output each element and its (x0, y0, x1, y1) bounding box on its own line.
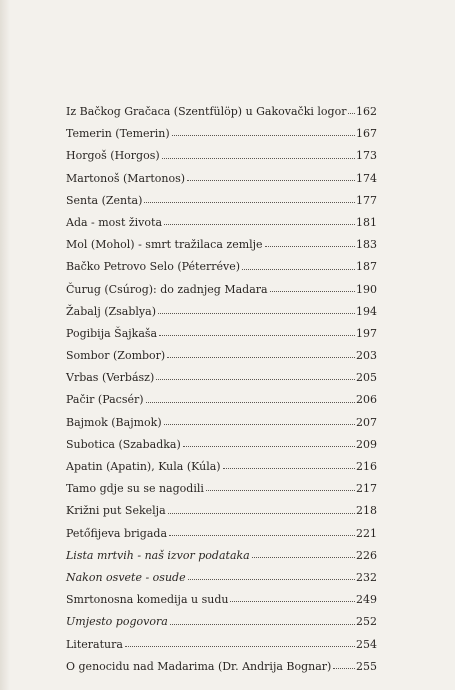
toc-entry-title: Martonoš (Martonos) (66, 171, 186, 185)
toc-entry (66, 589, 377, 611)
toc-entry-page-number: 252 (356, 615, 377, 629)
toc-entry (66, 367, 377, 389)
toc-dot-leader (333, 667, 355, 669)
toc-entry-title: Vrbas (Verbász) (66, 371, 155, 385)
toc-entry-page-number: 254 (356, 637, 377, 651)
toc-entry-title: Horgoš (Horgos) (66, 149, 160, 163)
toc-entry-title: Pogibija Šajkaša (66, 326, 158, 340)
toc-entry-page-number: 174 (356, 171, 377, 185)
toc-entry-page-number: 205 (356, 371, 377, 385)
toc-entry (66, 545, 377, 567)
toc-dot-leader (270, 290, 355, 292)
toc-entry-page-number: 183 (356, 238, 377, 252)
toc-entry-title: Bačko Petrovo Selo (Péterréve) (66, 260, 241, 274)
toc-entry (66, 168, 377, 190)
toc-entry (66, 389, 377, 411)
toc-dot-leader (242, 268, 355, 270)
toc-entry-page-number: 217 (356, 482, 377, 496)
toc-dot-leader (172, 134, 355, 136)
toc-entry-page-number: 255 (356, 659, 377, 673)
toc-entry (66, 523, 377, 545)
toc-entry-page-number: 221 (356, 526, 377, 540)
toc-entry (66, 123, 377, 145)
toc-entry-page-number: 216 (356, 460, 377, 473)
toc-dot-leader (206, 489, 355, 491)
toc-entry-page-number: 249 (356, 593, 377, 607)
toc-entry-page-number: 181 (356, 215, 377, 229)
toc-entry-page-number: 187 (356, 260, 377, 274)
toc-dot-leader (183, 445, 355, 447)
toc-dot-leader (252, 556, 355, 558)
toc-dot-leader (156, 378, 355, 380)
toc-entry (66, 323, 377, 345)
toc-entry-title: Ada - most života (66, 215, 162, 229)
toc-dot-leader (158, 312, 355, 314)
toc-dot-leader (164, 423, 355, 425)
toc-entry-page-number: 218 (356, 504, 377, 518)
toc-entry-title: Umjesto pogovora (66, 615, 168, 629)
toc-entry (66, 234, 377, 256)
toc-entry-title: Pačir (Pacsér) (66, 393, 144, 407)
toc-entry (66, 611, 377, 633)
toc-entry (66, 279, 377, 301)
toc-dot-leader (187, 179, 355, 181)
toc-entry (66, 101, 377, 123)
toc-entry-page-number: 194 (356, 304, 377, 318)
toc-entry (66, 478, 377, 500)
toc-entry-title: Subotica (Szabadka) (66, 437, 181, 451)
toc-entry-title: O genocidu nad Madarima (Dr. Andrija Bognar) (66, 659, 332, 673)
toc-entry-page-number: 207 (356, 415, 377, 429)
toc-entry (66, 145, 377, 167)
toc-entry-title: Čurug (Csúrog): do zadnjeg Madara (66, 282, 268, 296)
toc-entry-page-number: 203 (356, 349, 377, 363)
toc-entry-title: Petőfijeva brigada (66, 526, 168, 540)
toc-entry-title: Senta (Zenta) (66, 193, 143, 207)
toc-entry (66, 500, 377, 522)
toc-entry (66, 345, 377, 367)
toc-entry-title: Iz Bačkog Gračaca (Szentfülöp) u Gakovački logor (66, 105, 347, 118)
toc-dot-leader (125, 645, 355, 647)
toc-entry-title: Bajmok (Bajmok) (66, 415, 162, 429)
toc-dot-leader (188, 578, 355, 580)
toc-entry (66, 301, 377, 323)
toc-entry (66, 212, 377, 234)
toc-entry (66, 656, 377, 678)
toc-dot-leader (167, 356, 355, 358)
toc-entry-title: Temerin (Temerin) (66, 127, 170, 141)
toc-entry-title: Literatura (66, 637, 123, 651)
toc-dot-leader (223, 467, 355, 469)
toc-dot-leader (159, 334, 355, 336)
toc-entry-title: Mol (Mohol) - smrt tražilaca zemlje (66, 238, 263, 252)
toc-entry-title: Smrtonosna komedija u sudu (66, 593, 229, 607)
toc-entry-page-number: 226 (356, 548, 377, 562)
toc-entry-title: Križni put Sekelja (66, 504, 166, 518)
toc-dot-leader (144, 201, 355, 203)
toc-entry (66, 256, 377, 278)
toc-entry-title: Lista mrtvih - naš izvor podataka (66, 548, 250, 562)
toc-entry-page-number: 162 (356, 105, 377, 118)
toc-entry-page-number: 173 (356, 149, 377, 163)
toc-entry-title: Nakon osvete - osude (66, 570, 186, 584)
toc-dot-leader (348, 112, 355, 114)
toc-dot-leader (146, 401, 355, 403)
toc-entry (66, 434, 377, 456)
page-edge-shadow (0, 0, 10, 690)
toc-entry-title: Sombor (Zombor) (66, 349, 166, 363)
toc-entry-page-number: 206 (356, 393, 377, 407)
toc-dot-leader (170, 623, 355, 625)
toc-dot-leader (168, 512, 355, 514)
toc-dot-leader (164, 223, 355, 225)
toc-dot-leader (230, 600, 355, 602)
toc-entry (66, 567, 377, 589)
toc-entry-page-number: 190 (356, 282, 377, 296)
table-of-contents (66, 101, 377, 678)
toc-dot-leader (265, 245, 355, 247)
toc-entry-title: Tamo gdje su se nagodili (66, 482, 204, 496)
toc-entry-title: Žabalj (Zsablya) (66, 304, 156, 318)
toc-entry-title: Apatin (Apatin), Kula (Kúla) (66, 460, 221, 473)
toc-entry-page-number: 177 (356, 193, 377, 207)
toc-entry (66, 412, 377, 434)
toc-entry-page-number: 209 (356, 437, 377, 451)
toc-entry-page-number: 167 (356, 127, 377, 141)
toc-entry-page-number: 232 (356, 570, 377, 584)
toc-dot-leader (162, 157, 355, 159)
toc-entry (66, 456, 377, 478)
toc-entry-page-number: 197 (356, 326, 377, 340)
toc-entry (66, 634, 377, 656)
toc-entry (66, 190, 377, 212)
toc-dot-leader (169, 534, 355, 536)
